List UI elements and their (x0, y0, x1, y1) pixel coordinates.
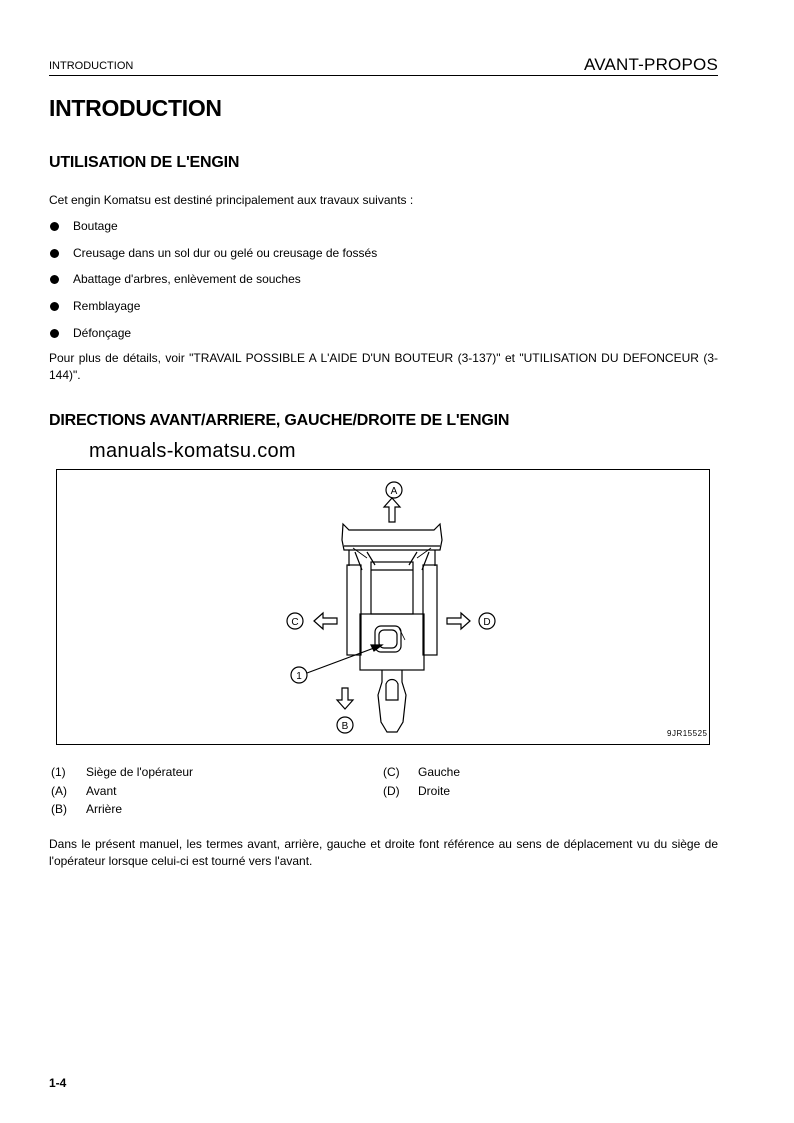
legend-key: (D) (383, 784, 400, 798)
directions-note: Dans le présent manuel, les termes avant, arrière, gauche et droite font référence au sens de déplacement vu du siège de l'opérateur lorsque celui-ci est tourné vers l'avant. (49, 837, 718, 868)
callout-a: A (390, 486, 398, 497)
bullet-icon (50, 329, 59, 338)
legend-key: (A) (51, 784, 67, 798)
header-rule (49, 75, 718, 76)
bullet-icon (50, 275, 59, 284)
usage-details: Pour plus de détails, voir "TRAVAIL POSSIBLE A L'AIDE D'UN BOUTEUR (3-137)" et "UTILISATION DU DEFONCEUR (3-144)". (49, 351, 718, 382)
legend-key: (C) (383, 765, 400, 779)
callout-1: 1 (296, 671, 302, 682)
callout-d: D (483, 617, 491, 628)
callout-b: B (341, 721, 349, 732)
usage-intro: Cet engin Komatsu est destiné principalement aux travaux suivants : (49, 193, 414, 207)
header-section-right: AVANT-PROPOS (583, 55, 718, 74)
bullet-icon (50, 222, 59, 231)
legend-label: Droite (418, 784, 451, 798)
legend-label: Gauche (418, 765, 461, 779)
header-section-left: INTRODUCTION (49, 60, 134, 72)
figure-id: 9JR15525 (667, 729, 708, 738)
dozer-top-view-illustration (57, 470, 709, 744)
usage-heading: UTILISATION DE L'ENGIN (49, 154, 240, 171)
machine-directions-figure (56, 469, 710, 745)
seat-callout-icon (291, 645, 382, 683)
legend-label: Siège de l'opérateur (86, 765, 194, 779)
directions-heading: DIRECTIONS AVANT/ARRIERE, GAUCHE/DROITE DE L'ENGIN (49, 412, 510, 429)
legend-label: Arrière (86, 802, 123, 816)
legend-key: (1) (51, 765, 66, 779)
bullet-icon (50, 249, 59, 258)
legend-label: Avant (86, 784, 117, 798)
bullet-icon (50, 302, 59, 311)
page-number: 1-4 (49, 1076, 67, 1090)
legend-key: (B) (51, 802, 67, 816)
callout-c: C (291, 617, 299, 628)
page-title: INTRODUCTION (49, 95, 222, 121)
watermark: manuals-komatsu.com (89, 440, 296, 462)
